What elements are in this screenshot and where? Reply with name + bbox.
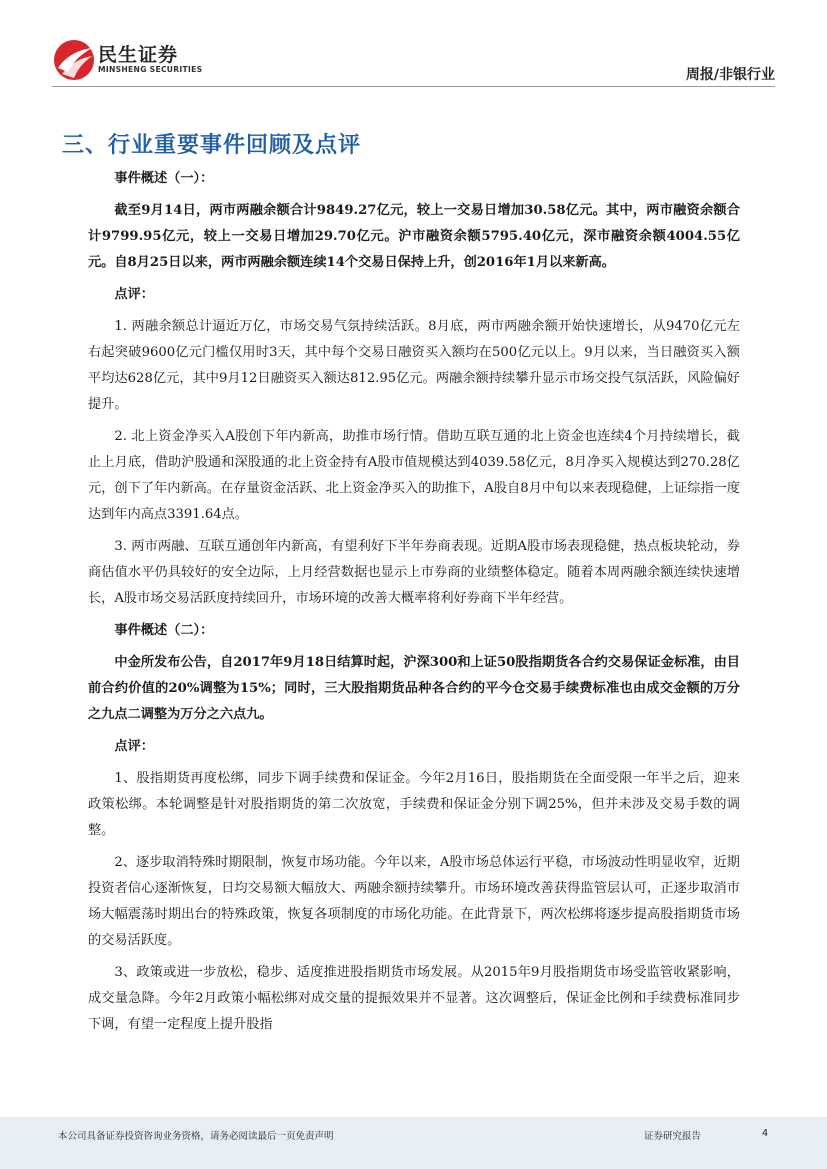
footer-disclaimer: 本公司具备证券投资咨询业务资格，请务必阅读最后一页免责声明 [58, 1131, 334, 1142]
minsheng-logo-icon [52, 38, 96, 82]
minsheng-logo [52, 38, 212, 84]
report-category: 周报/非银行业 [685, 67, 775, 83]
event2-comment-label: 点评： [114, 739, 154, 754]
event1-label: 事件概述（一）： [114, 171, 214, 186]
page-footer [0, 1117, 827, 1169]
event1-comment-3: 3. 两市两融、互联互通创年内新高，有望利好下半年券商表现。近期A股市场表现稳健，热点板块轮动，券商估值水平仍具较好的安全边际，上月经营数据也显示上市券商的业绩整体稳定。随着本周两融余额连续快速增长，A股市场交易活跃度持续回升，市场环境的改善大概率将利好券商下半年经营。 [88, 539, 740, 606]
header-divider [52, 86, 775, 87]
event2-comment-2: 2、逐步取消特殊时期限制，恢复市场功能。今年以来，A股市场总体运行平稳，市场波动性明显收窄，近期投资者信心逐渐恢复，日均交易额大幅放大、两融余额持续攀升。市场环境改善获得监管层认可，正逐步取消市场大幅震荡时期出台的特殊政策，恢复各项制度的市场化功能。在此背景下，两次松绑将逐步提高股指期货市场的交易活跃度。 [88, 855, 740, 948]
logo-chinese-name: 民生证券 [98, 44, 179, 66]
section-title: 三、行业重要事件回顾及点评 [62, 133, 362, 158]
event1-comment-2: 2. 北上资金净买入A股创下年内新高，助推市场行情。借助互联互通的北上资金也连续4个月持续增长，截止上月底，借助沪股通和深股通的北上资金持有A股市值规模达到4039.58亿元，8月净买入规模达到270.28亿元，创下了年内新高。在存量资金活跃、北上资金净买入的助推下，A股自8月中旬以来表现稳健，上证综指一度达到年内高点3391.64点。 [88, 429, 740, 522]
event1-summary: 截至9月14日，两市两融余额合计9849.27亿元，较上一交易日增加30.58亿元。其中，两市融资余额合计9799.95亿元，较上一交易日增加29.70亿元。沪市融资余额5795.40亿元，深市融资余额4004.55亿元。自8月25日以来，两市两融余额连续14个交易日保持上升，创2016年1月以来新高。 [88, 203, 740, 270]
page-number: 4 [762, 1128, 769, 1139]
event2-comment-1: 1、股指期货再度松绑，同步下调手续费和保证金。今年2月16日，股指期货在全面受限一年半之后，迎来政策松绑。本轮调整是针对股指期货的第二次放宽，手续费和保证金分别下调25%，但并未涉及交易手数的调整。 [88, 771, 740, 838]
event1-comment-label: 点评： [114, 287, 154, 302]
footer-report-type: 证券研究报告 [644, 1131, 702, 1142]
event1-comment-1: 1. 两融余额总计逼近万亿，市场交易气氛持续活跃。8月底，两市两融余额开始快速增长，从9470亿元左右起突破9600亿元门槛仅用时3天，其中每个交易日融资买入额均在500亿元以上。9月以来，当日融资买入额平均达628亿元，其中9月12日融资买入额达812.95亿元。两融余额持续攀升显示市场交投气氛活跃，风险偏好提升。 [88, 319, 740, 412]
event2-comment-3: 3、政策或进一步放松，稳步、适度推进股指期货市场发展。从2015年9月股指期货市场受监管收紧影响，成交量急降。今年2月政策小幅松绑对成交量的提振效果并不显著。这次调整后，保证金比例和手续费标准同步下调，有望一定程度上提升股指 [88, 965, 740, 1032]
event2-label: 事件概述（二）： [114, 623, 214, 638]
page-header [0, 0, 827, 90]
logo-english-name: MINSHENG SECURITIES [98, 65, 203, 74]
main-content [88, 166, 740, 1044]
event2-summary: 中金所发布公告，自2017年9月18日结算时起，沪深300和上证50股指期货各合约交易保证金标准，由目前合约价值的20%调整为15%；同时，三大股指期货品种各合约的平今仓交易手续费标准也由成交金额的万分之九点二调整为万分之六点九。 [88, 655, 740, 722]
